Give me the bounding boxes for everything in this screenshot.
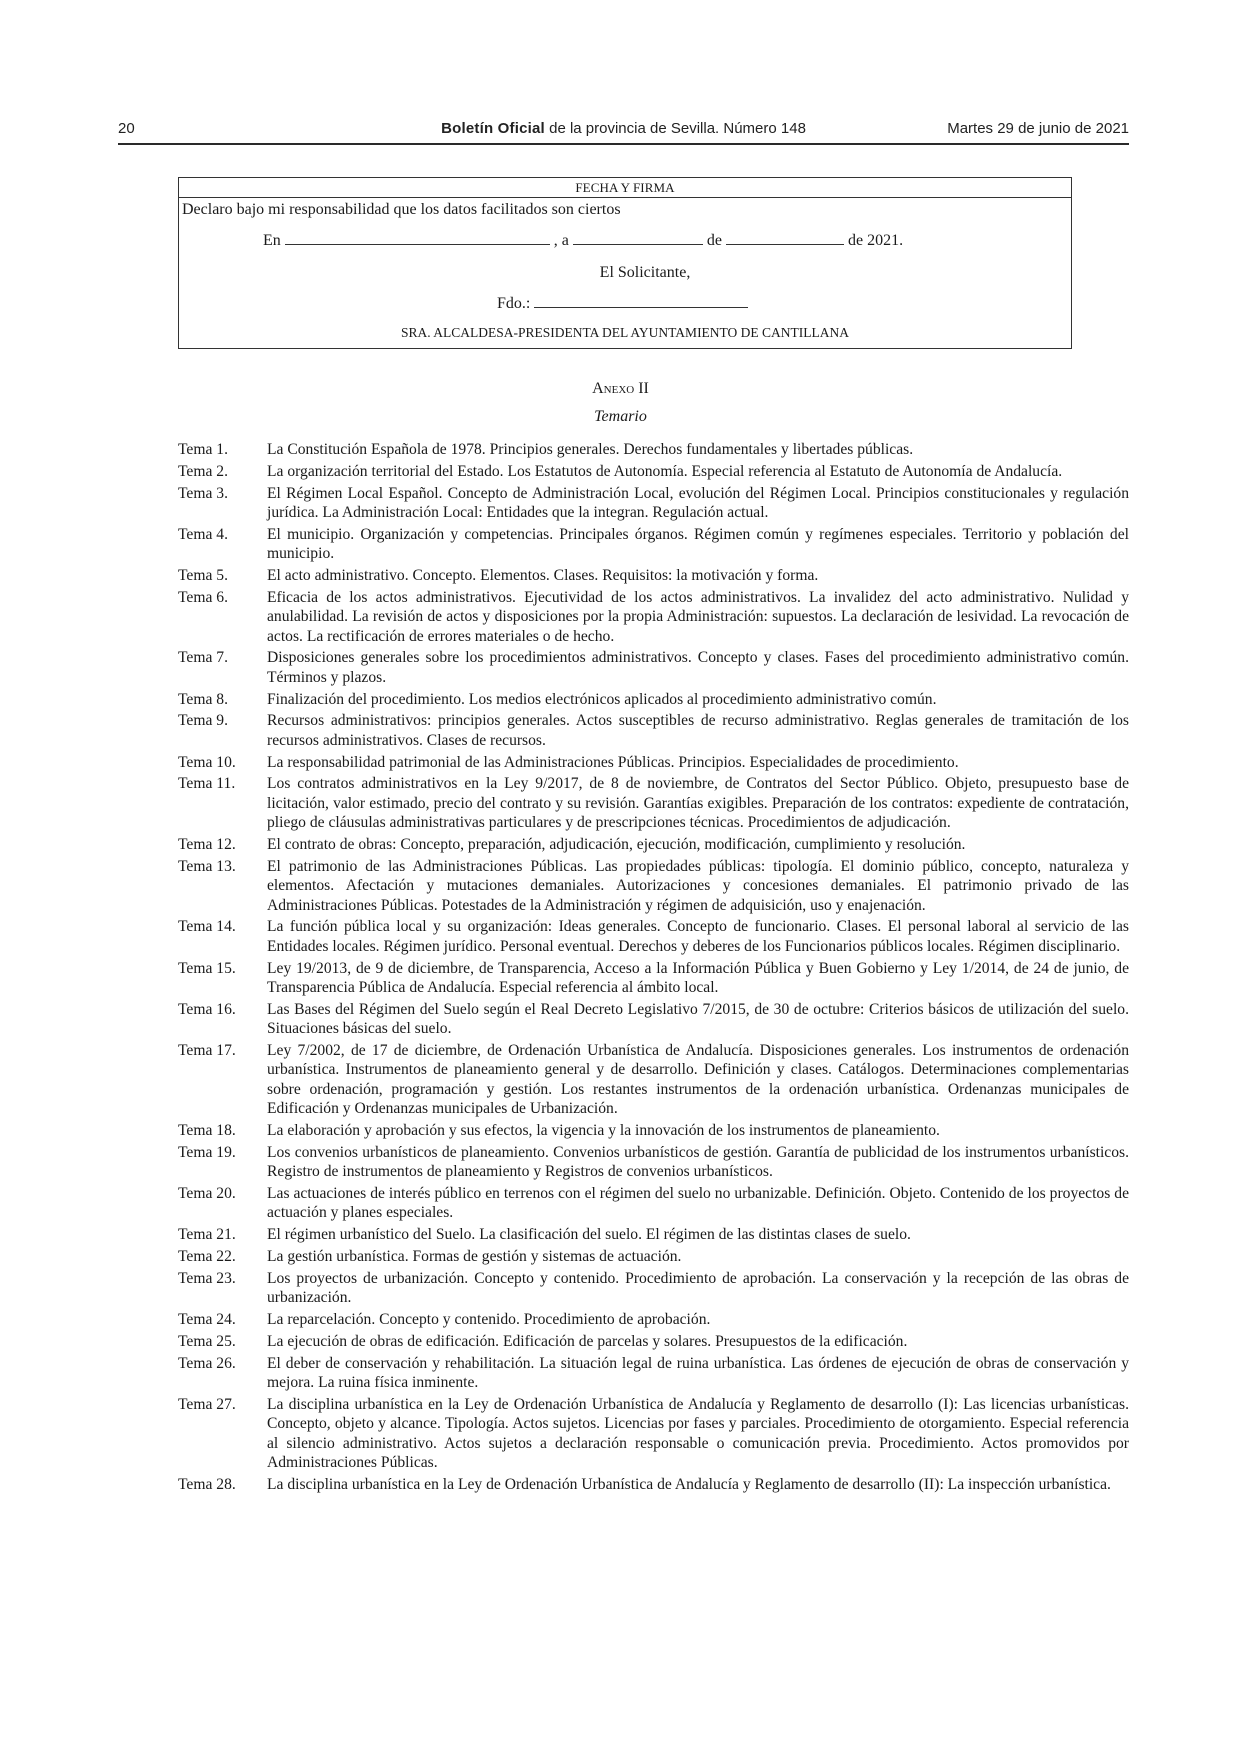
tema-number: Tema 11. <box>178 775 236 793</box>
tema-number: Tema 15. <box>178 959 236 977</box>
tema-text: El régimen urbanístico del Suelo. La clasificación del suelo. El régimen de las distintas clases de suelo. <box>267 1226 911 1244</box>
tema-number: Tema 1. <box>178 441 229 458</box>
list-item <box>178 1354 1129 1393</box>
publication-detail: de la provincia de Sevilla. Número 148 <box>544 120 806 137</box>
month-blank-field[interactable] <box>726 230 844 245</box>
signed-label: Fdo.: <box>497 295 531 312</box>
list-item <box>178 690 1129 709</box>
list-item <box>178 1475 1129 1494</box>
tema-number: Tema 2. <box>178 462 229 480</box>
tema-text: Finalización del procedimiento. Los medios electrónicos aplicados al procedimiento administrativo común. <box>267 690 937 708</box>
list-item <box>178 588 1129 646</box>
tema-number: Tema 5. <box>178 567 229 584</box>
tema-text: La organización territorial del Estado. Los Estatutos de Autonomía. Especial referencia al Estatuto de Autonomía de Andalucía. <box>267 462 1063 480</box>
list-item <box>178 1310 1129 1329</box>
tema-text: El patrimonio de las Administraciones Públicas. Las propiedades públicas: tipología. El dominio público, concepto, naturaleza y elementos. Afectación y mutaciones demaniales. Autorizaciones y concesiones demaniales. El patrimonio privado de las Administraciones Públicas. Potestades de la Administración y régimen de adquisición, uso y enajenación. <box>267 857 1129 914</box>
page-header <box>118 116 1129 144</box>
tema-text: Los proyectos de urbanización. Concepto y contenido. Procedimiento de aprobación. La conservación y la recepción de las obras de urbanización. <box>267 1269 1129 1307</box>
tema-number: Tema 4. <box>178 525 229 543</box>
tema-number: Tema 16. <box>178 1000 236 1018</box>
tema-number: Tema 19. <box>178 1143 236 1161</box>
syllabus-list <box>178 440 1129 1497</box>
place-prefix: En <box>263 232 281 249</box>
year-suffix: de 2021. <box>848 232 904 249</box>
place-blank-field[interactable] <box>285 230 550 245</box>
tema-number: Tema 13. <box>178 857 236 875</box>
tema-number: Tema 23. <box>178 1269 236 1287</box>
annex-title: Anexo II <box>592 380 649 397</box>
addressee: SRA. ALCALDESA-PRESIDENTA DEL AYUNTAMIENTO DE CANTILLANA <box>400 325 850 340</box>
tema-text: Las Bases del Régimen del Suelo según el Real Decreto Legislativo 7/2015, de 30 de octubre: Criterios básicos de utilización del suelo. Situaciones básicas del suelo. <box>267 1000 1129 1038</box>
tema-text: Eficacia de los actos administrativos. Ejecutividad de los actos administrativos. La invalidez del acto administrativo. Nulidad y anulabilidad. La revisión de actos y disposiciones por la propia Administración: supuestos. La declaración de lesividad. La revocación de actos. La rectificación de errores materiales o de hecho. <box>267 588 1129 645</box>
place-date-line <box>179 230 1071 252</box>
list-item <box>178 484 1129 523</box>
tema-number: Tema 12. <box>178 836 236 854</box>
tema-text: La disciplina urbanística en la Ley de Ordenación Urbanística de Andalucía y Reglamento de desarrollo (II): La inspección urbanística. <box>267 1475 1111 1493</box>
list-item <box>178 1395 1129 1473</box>
tema-text: El acto administrativo. Concepto. Elementos. Clases. Requisitos: la motivación y forma. <box>267 567 819 584</box>
tema-number: Tema 17. <box>178 1042 236 1060</box>
list-item <box>178 1184 1129 1223</box>
list-item <box>178 774 1129 832</box>
tema-text: La ejecución de obras de edificación. Edificación de parcelas y solares. Presupuestos de la edificación. <box>267 1332 908 1350</box>
list-item <box>178 440 1129 459</box>
annex-subtitle: Temario <box>594 408 647 425</box>
tema-number: Tema 26. <box>178 1354 236 1372</box>
list-item <box>178 525 1129 564</box>
tema-text: Las actuaciones de interés público en terrenos con el régimen del suelo no urbanizable. Definición. Objeto. Contenido de los proyectos de actuación y planes especiales. <box>267 1185 1129 1222</box>
list-item <box>178 1041 1129 1119</box>
tema-text: Ley 19/2013, de 9 de diciembre, de Transparencia, Acceso a la Información Pública y Buen Gobierno y Ley 1/2014, de 24 de junio, de Transparencia Pública de Andalucía. Especial referencia al ámbito local. <box>267 959 1129 997</box>
header-divider <box>118 143 1129 145</box>
tema-number: Tema 9. <box>178 712 229 730</box>
list-item <box>178 1269 1129 1308</box>
tema-number: Tema 3. <box>178 484 229 502</box>
list-item <box>178 462 1129 481</box>
list-item <box>178 648 1129 687</box>
day-blank-field[interactable] <box>573 230 703 245</box>
tema-number: Tema 18. <box>178 1122 236 1140</box>
tema-text: La disciplina urbanística en la Ley de Ordenación Urbanística de Andalucía y Reglamento de desarrollo (I): Las licencias urbanísticas. Concepto, objeto y alcance. Tipología. Actos sujetos. Licencias por fases y parciales. Procedimiento de otorgamiento. Especial referencia al silencio administrativo. Actos sujetos a declaración responsable o comunicación previa. Procedimiento. Actos promovidos por Administraciones Públicas. <box>267 1395 1129 1472</box>
tema-text: El deber de conservación y rehabilitación. La situación legal de ruina urbanística. Las órdenes de ejecución de obras de conservación y mejora. La ruina física inminente. <box>267 1354 1129 1392</box>
page-number: 20 <box>118 120 135 137</box>
signed-line <box>179 293 1071 315</box>
tema-number: Tema 24. <box>178 1311 236 1329</box>
tema-text: La Constitución Española de 1978. Principios generales. Derechos fundamentales y libertades públicas. <box>267 441 914 458</box>
tema-number: Tema 28. <box>178 1475 236 1493</box>
list-item <box>178 711 1129 750</box>
list-item <box>178 1000 1129 1039</box>
tema-number: Tema 20. <box>178 1185 236 1203</box>
tema-number: Tema 21. <box>178 1226 236 1244</box>
tema-number: Tema 25. <box>178 1332 236 1350</box>
tema-text: El contrato de obras: Concepto, preparación, adjudicación, ejecución, modificación, cumplimiento y resolución. <box>267 836 966 854</box>
signature-form-box <box>178 177 1072 349</box>
tema-number: Tema 10. <box>178 753 236 771</box>
tema-text: La responsabilidad patrimonial de las Administraciones Públicas. Principios. Especialidades de procedimiento. <box>267 753 959 771</box>
list-item <box>178 1225 1129 1244</box>
list-item <box>178 917 1129 956</box>
day-separator: de <box>706 232 722 249</box>
publication-date: Martes 29 de junio de 2021 <box>947 120 1129 137</box>
tema-text: Disposiciones generales sobre los procedimientos administrativos. Concepto y clases. Fases del procedimiento administrativo común. Términos y plazos. <box>267 649 1129 686</box>
declaration-text: Declaro bajo mi responsabilidad que los datos facilitados son ciertos <box>182 201 621 218</box>
tema-number: Tema 22. <box>178 1248 236 1266</box>
tema-text: Recursos administrativos: principios generales. Actos susceptibles de recurso administrativo. Reglas generales de tramitación de los recursos administrativos. Clases de recursos. <box>267 712 1129 749</box>
tema-text: Los convenios urbanísticos de planeamiento. Convenios urbanísticos de gestión. Garantía de publicidad de los instrumentos urbanísticos. Registro de instrumentos de planeamiento y Registros de convenios urbanísticos. <box>267 1143 1129 1181</box>
place-separator: , a <box>553 232 569 249</box>
tema-text: La reparcelación. Concepto y contenido. Procedimiento de aprobación. <box>267 1311 711 1329</box>
tema-text: El municipio. Organización y competencias. Principales órganos. Régimen común y regímenes especiales. Territorio y población del municipio. <box>267 525 1129 563</box>
tema-text: Los contratos administrativos en la Ley 9/2017, de 8 de noviembre, de Contratos del Sector Público. Objeto, presupuesto base de licitación, valor estimado, precio del contrato y su revisión. Garantías exigibles. Preparación de los contratos: expediente de contratación, pliego de cláusulas administrativas particulares y de prescripciones técnicas. Procedimientos de adjudicación. <box>267 775 1129 832</box>
list-item <box>178 566 1129 585</box>
list-item <box>178 835 1129 854</box>
list-item <box>178 1143 1129 1182</box>
tema-number: Tema 27. <box>178 1395 236 1413</box>
list-item <box>178 959 1129 998</box>
tema-text: El Régimen Local Español. Concepto de Administración Local, evolución del Régimen Local. Principios constitucionales y regulación jurídica. La Administración Local: Entidades que la integran. Regulación actual. <box>267 484 1129 521</box>
list-item <box>178 1332 1129 1351</box>
form-title: FECHA Y FIRMA <box>179 178 1071 198</box>
tema-text: Ley 7/2002, de 17 de diciembre, de Ordenación Urbanística de Andalucía. Disposiciones generales. Los instrumentos de ordenación urbanística. Instrumentos de planeamiento general y de desarrollo. Definición y clases. Catálogos. Determinaciones complementarias sobre ordenación, programación y gestión. Los restantes instrumentos de la ordenación urbanística. Ordenanzas municipales de Edificación y Ordenanzas municipales de Urbanización. <box>267 1042 1129 1118</box>
tema-text: La elaboración y aprobación y sus efectos, la vigencia y la innovación de los instrumentos de planeamiento. <box>267 1122 940 1140</box>
tema-number: Tema 6. <box>178 588 229 606</box>
applicant-label: El Solicitante, <box>599 264 691 281</box>
tema-text: La función pública local y su organización: Ideas generales. Concepto de funcionario. Clases. El personal laboral al servicio de las Entidades locales. Régimen jurídico. Personal eventual. Derechos y deberes de los Funcionarios públicos locales. Régimen disciplinario. <box>267 918 1129 955</box>
tema-text: La gestión urbanística. Formas de gestión y sistemas de actuación. <box>267 1248 682 1266</box>
list-item <box>178 857 1129 915</box>
signature-blank-field[interactable] <box>534 293 748 308</box>
tema-number: Tema 8. <box>178 690 229 708</box>
list-item <box>178 1121 1129 1140</box>
tema-number: Tema 7. <box>178 649 229 667</box>
list-item <box>178 753 1129 772</box>
tema-number: Tema 14. <box>178 918 236 936</box>
publication-name: Boletín Oficial <box>441 120 545 137</box>
list-item <box>178 1247 1129 1266</box>
